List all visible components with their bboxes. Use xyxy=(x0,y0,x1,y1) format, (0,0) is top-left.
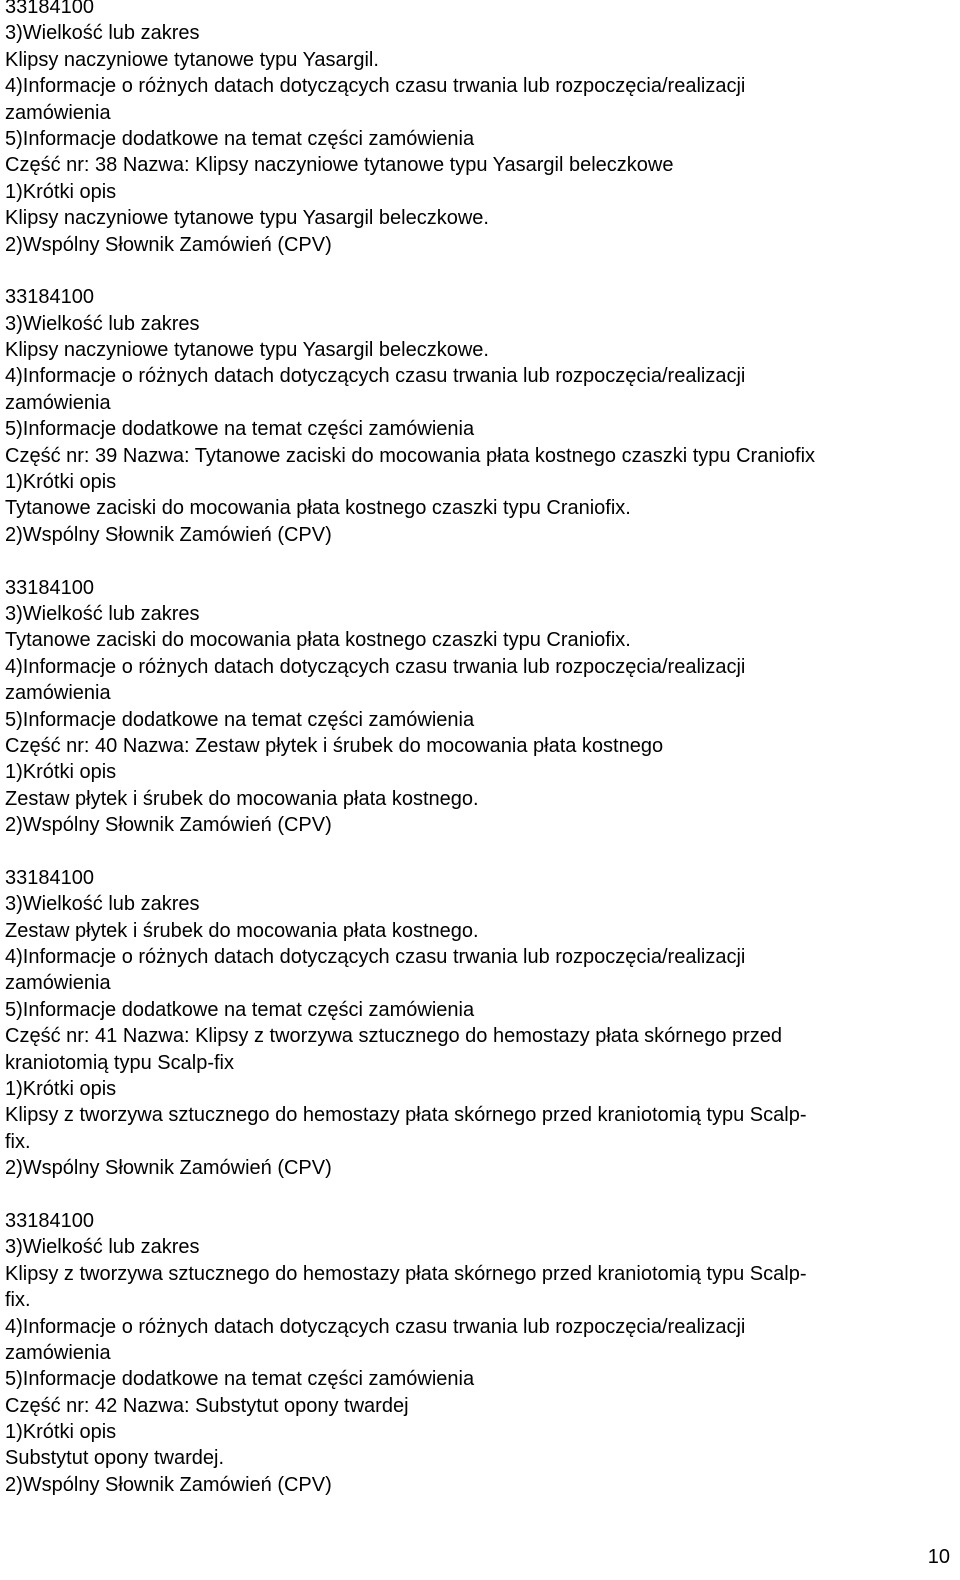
text-line: 5)Informacje dodatkowe na temat części zamówienia xyxy=(5,418,475,441)
text-line: kraniotomią typu Scalp-fix xyxy=(5,1051,234,1074)
text-line: 3)Wielkość lub zakres xyxy=(5,893,200,916)
text-line: 33184100 xyxy=(5,1209,94,1232)
blank-line xyxy=(5,258,950,284)
text-line: Tytanowe zaciski do mocowania płata kostnego czaszki typu Craniofix. xyxy=(5,629,631,652)
text-line: 33184100 xyxy=(5,286,94,309)
text-line: Część nr: 42 Nazwa: Substytut opony twardej xyxy=(5,1394,409,1417)
text-line: fix. xyxy=(5,1130,31,1153)
blank-line xyxy=(5,548,950,574)
text-line: 3)Wielkość lub zakres xyxy=(5,602,200,625)
text-line: 2)Wspólny Słownik Zamówień (CPV) xyxy=(5,1157,332,1180)
text-line: zamówienia xyxy=(5,972,111,995)
text-line: 33184100 xyxy=(5,0,94,18)
text-line: zamówienia xyxy=(5,101,111,124)
text-line: 33184100 xyxy=(5,866,94,889)
document-body xyxy=(5,0,950,1498)
text-line: 33184100 xyxy=(5,576,94,599)
text-line: 2)Wspólny Słownik Zamówień (CPV) xyxy=(5,523,332,546)
blank-line xyxy=(5,1182,950,1208)
text-line: 3)Wielkość lub zakres xyxy=(5,22,200,45)
text-line: 4)Informacje o różnych datach dotyczących czasu trwania lub rozpoczęcia/realizacji xyxy=(5,365,746,388)
text-line: 5)Informacje dodatkowe na temat części zamówienia xyxy=(5,708,475,731)
text-line: Klipsy naczyniowe tytanowe typu Yasargil beleczkowe. xyxy=(5,339,489,362)
text-line: Tytanowe zaciski do mocowania płata kostnego czaszki typu Craniofix. xyxy=(5,497,631,520)
text-line: 1)Krótki opis xyxy=(5,471,117,494)
text-line: Część nr: 39 Nazwa: Tytanowe zaciski do mocowania płata kostnego czaszki typu Craniofix xyxy=(5,444,816,467)
text-line: Część nr: 41 Nazwa: Klipsy z tworzywa sztucznego do hemostazy płata skórnego przed xyxy=(5,1025,783,1048)
text-line: Zestaw płytek i śrubek do mocowania płata kostnego. xyxy=(5,787,479,810)
text-line: 3)Wielkość lub zakres xyxy=(5,312,200,335)
text-line: Część nr: 38 Nazwa: Klipsy naczyniowe tytanowe typu Yasargil beleczkowe xyxy=(5,154,674,177)
text-line: 3)Wielkość lub zakres xyxy=(5,1236,200,1259)
text-line: Klipsy z tworzywa sztucznego do hemostazy płata skórnego przed kraniotomią typu Scalp- xyxy=(5,1262,807,1285)
text-line: 4)Informacje o różnych datach dotyczących czasu trwania lub rozpoczęcia/realizacji xyxy=(5,655,746,678)
text-line: 1)Krótki opis xyxy=(5,180,117,203)
text-line: 1)Krótki opis xyxy=(5,761,117,784)
text-line: Zestaw płytek i śrubek do mocowania płata kostnego. xyxy=(5,919,479,942)
text-line: 2)Wspólny Słownik Zamówień (CPV) xyxy=(5,1473,332,1496)
page-number: 10 xyxy=(927,1546,950,1568)
text-line: zamówienia xyxy=(5,391,111,414)
text-line: 5)Informacje dodatkowe na temat części zamówienia xyxy=(5,1368,475,1391)
text-line: 2)Wspólny Słownik Zamówień (CPV) xyxy=(5,814,332,837)
text-line: 1)Krótki opis xyxy=(5,1421,117,1444)
text-line: fix. xyxy=(5,1289,31,1312)
text-line: 4)Informacje o różnych datach dotyczących czasu trwania lub rozpoczęcia/realizacji xyxy=(5,1315,746,1338)
text-line: 5)Informacje dodatkowe na temat części zamówienia xyxy=(5,998,475,1021)
text-line: zamówienia xyxy=(5,1341,111,1364)
text-line: Część nr: 40 Nazwa: Zestaw płytek i śrubek do mocowania płata kostnego xyxy=(5,734,664,757)
text-line: 1)Krótki opis xyxy=(5,1078,117,1101)
text-line: 5)Informacje dodatkowe na temat części zamówienia xyxy=(5,127,475,150)
text-line: zamówienia xyxy=(5,682,111,705)
text-line: Substytut opony twardej. xyxy=(5,1447,225,1470)
blank-line xyxy=(5,839,950,865)
text-line: Klipsy naczyniowe tytanowe typu Yasargil. xyxy=(5,48,379,71)
text-line: Klipsy z tworzywa sztucznego do hemostazy płata skórnego przed kraniotomią typu Scalp- xyxy=(5,1104,807,1127)
text-line: 4)Informacje o różnych datach dotyczących czasu trwania lub rozpoczęcia/realizacji xyxy=(5,75,746,98)
text-line: 4)Informacje o różnych datach dotyczących czasu trwania lub rozpoczęcia/realizacji xyxy=(5,946,746,969)
text-line: 2)Wspólny Słownik Zamówień (CPV) xyxy=(5,233,332,256)
text-line: Klipsy naczyniowe tytanowe typu Yasargil beleczkowe. xyxy=(5,207,489,230)
